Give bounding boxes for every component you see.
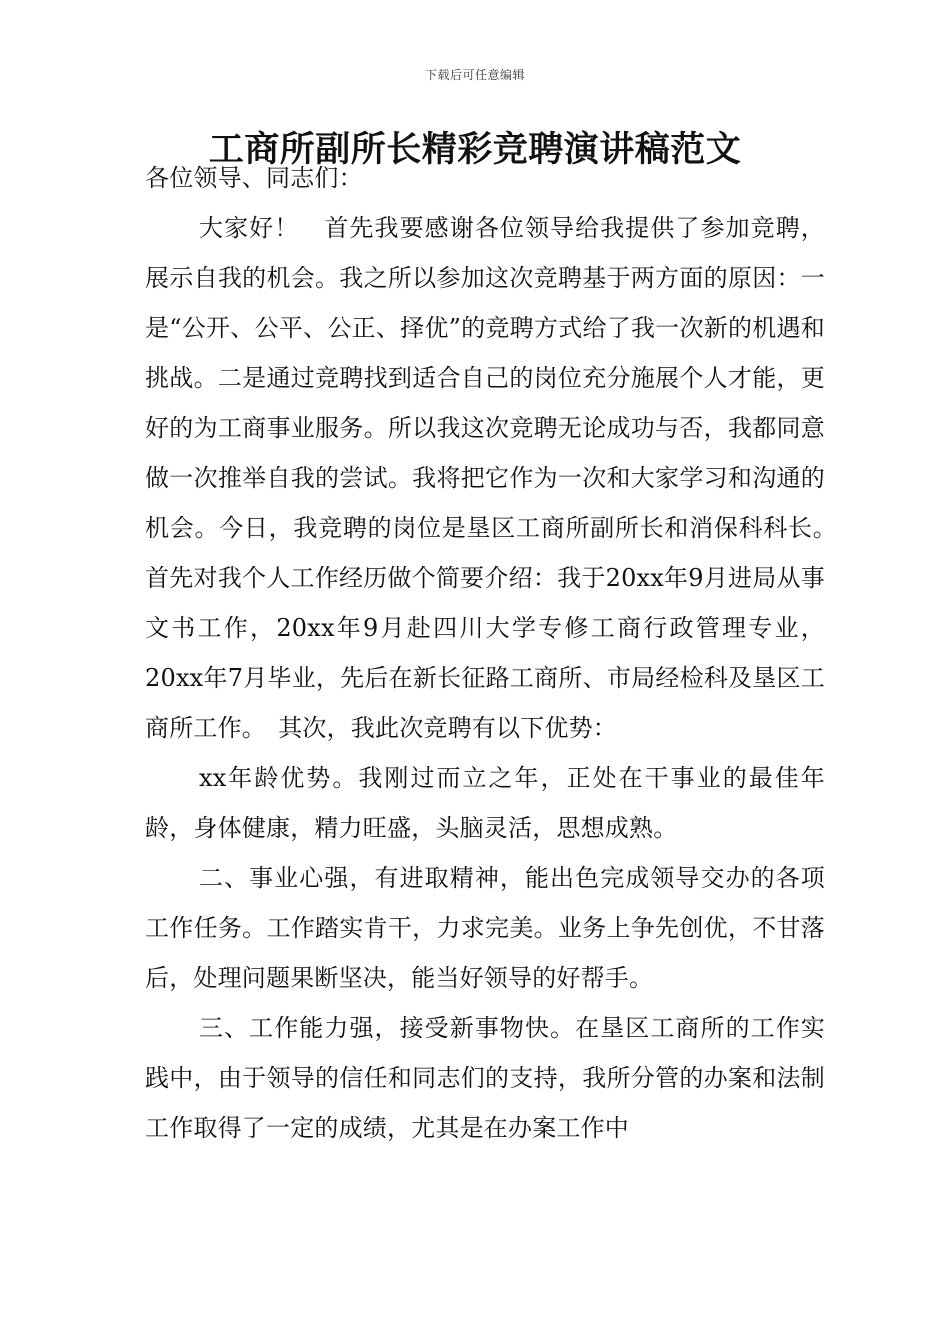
paragraph: 大家好！ 首先我要感谢各位领导给我提供了参加竞聘，展示自我的机会。我之所以参加这次竞聘基于两方面的原因：一是“公开、公平、公正、择优”的竞聘方式给了我一次新的机遇和挑战。二是通过竞聘找到适合自己的岗位充分施展个人才能，更好的为工商事业服务。所以我这次竞聘无论成功与否，我都同意做一次推举自我的尝试。我将把它作为一次和大家学习和沟通的机会。今日，我竞聘的岗位是垦区工商所副所长和消保科科长。 首先对我个人工作经历做个简要介绍：我于20xx年9月进局从事文书工作，20xx年9月赴四川大学专修工商行政管理专业，20xx年7月毕业，先后在新长征路工商所、市局经检科及垦区工商所工作。 其次，我此次竞聘有以下优势： <box>145 214 850 742</box>
greeting: 各位领导、同志们： <box>145 164 363 192</box>
document-title: 工商所副所长精彩竞聘演讲稿范文 <box>208 130 742 170</box>
header-note: 下载后可任意编辑 <box>424 68 525 82</box>
paragraph: 二、事业心强，有进取精神，能出色完成领导交办的各项工作任务。工作踏实肯干，力求完美。业务上争先创优，不甘落后，处理问题果断坚决，能当好领导的好帮手。 <box>145 864 825 992</box>
paragraph: 三、工作能力强，接受新事物快。在垦区工商所的工作实践中，由于领导的信任和同志们的支持，我所分管的办案和法制工作取得了一定的成绩，尤其是在办案工作中 <box>145 1014 825 1142</box>
paragraph: xx年龄优势。我刚过而立之年，正处在干事业的最佳年龄，身体健康，精力旺盛，头脑灵活，思想成熟。 <box>145 764 825 842</box>
document-body <box>145 153 850 1153</box>
